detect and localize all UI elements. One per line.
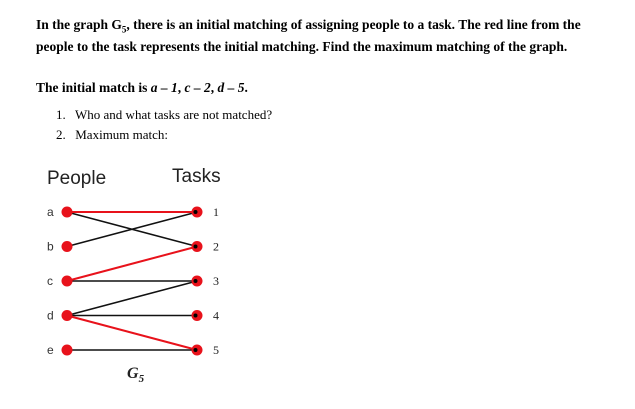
task-node-center-1 xyxy=(194,210,198,214)
graph-name-subscript: 5 xyxy=(138,373,145,385)
task-node-center-2 xyxy=(194,245,198,249)
task-label-3: 3 xyxy=(213,274,219,288)
task-label-5: 5 xyxy=(213,343,219,357)
person-node-c xyxy=(62,276,73,287)
task-node-center-5 xyxy=(194,348,198,352)
graph-subscript: 5 xyxy=(121,24,127,35)
person-node-e xyxy=(62,345,73,356)
initial-match-prefix: The initial match is xyxy=(36,80,151,95)
task-label-4: 4 xyxy=(213,308,219,323)
problem-text-start: In the graph G xyxy=(36,17,122,32)
person-label-e: e xyxy=(47,343,54,357)
matched-edge-d-5 xyxy=(67,316,197,351)
graph-name-letter: G xyxy=(127,365,139,382)
person-label-c: c xyxy=(47,274,53,288)
initial-match-suffix: . xyxy=(244,80,248,95)
question-text: Who and what tasks are not matched? xyxy=(75,107,273,122)
question-number: 2. xyxy=(56,127,66,142)
task-label-2: 2 xyxy=(213,239,219,254)
question-text: Maximum match: xyxy=(75,127,169,142)
task-label-1: 1 xyxy=(213,205,219,219)
task-node-center-4 xyxy=(194,314,198,318)
person-node-d xyxy=(62,310,73,321)
problem-text-rest: , there is an initial matching of assigning people to a task. The red line from the people to the task represents the initial matching. Find the maximum matching of the graph. xyxy=(36,17,581,54)
edge-d-3 xyxy=(67,281,197,316)
matched-edge-c-2 xyxy=(67,247,197,282)
person-label-a: a xyxy=(47,205,54,219)
initial-match-pair-d: d – 5 xyxy=(217,80,245,95)
people-heading: People xyxy=(47,168,107,189)
task-node-center-3 xyxy=(194,279,198,283)
person-node-a xyxy=(62,207,73,218)
person-label-d: d xyxy=(47,308,54,323)
edge-group xyxy=(67,212,197,350)
tasks-heading: Tasks xyxy=(172,166,221,187)
person-label-b: b xyxy=(47,239,54,254)
graph-name xyxy=(127,365,145,385)
pair-separator: , xyxy=(177,80,185,95)
initial-match-pair-c: c – 2 xyxy=(184,80,211,95)
question-number: 1. xyxy=(56,107,66,122)
initial-match-pair-a: a – 1 xyxy=(150,80,178,95)
pair-separator: , xyxy=(210,80,218,95)
person-node-b xyxy=(62,241,73,252)
